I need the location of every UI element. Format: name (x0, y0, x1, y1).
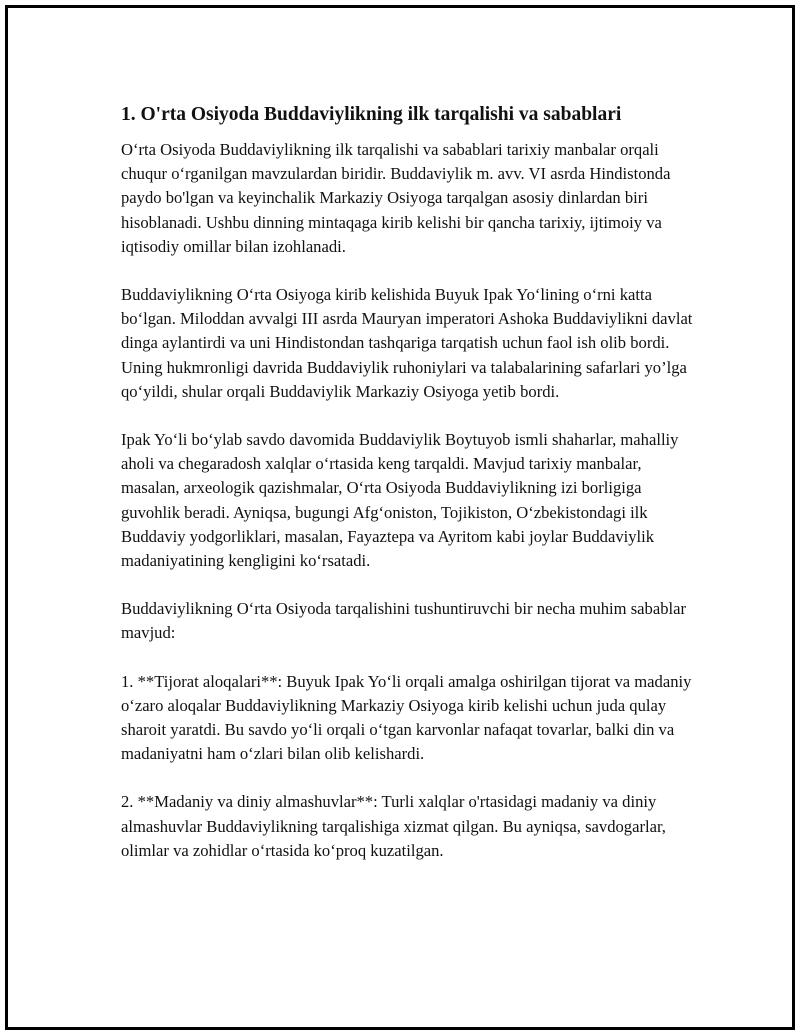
page-frame (5, 5, 795, 1030)
document-body (121, 100, 701, 887)
paragraph-reasons-intro: Buddaviylikning O‘rta Osiyoda tarqalishini tushuntiruvchi bir necha muhim sabablar mavjud: (121, 599, 686, 643)
document-title: 1. O'rta Osiyoda Buddaviylikning ilk tarqalishi va sabablari (121, 104, 622, 125)
paragraph-archaeology: Ipak Yo‘li bo‘ylab savdo davomida Buddaviylik Boytuyob ismli shaharlar, mahalliy aholi va chegaradosh xalqlar o‘rtasida keng tarqaldi. Mavjud tarixiy manbalar, masalan, arxeologik qazishmalar, O‘rta Osiyoda Buddaviylikning izi borligiga guvohlik beradi. Ayniqsa, bugungi Afg‘oniston, Tojikiston, O‘zbekistondagi ilk Buddaviy yodgorliklari, masalan, Fayaztepa va Ayritom kabi joylar Buddaviylik madaniyatining kengligini ko‘rsatadi. (121, 430, 679, 571)
paragraph-intro: O‘rta Osiyoda Buddaviylikning ilk tarqalishi va sabablari tarixiy manbalar orqali chuqur o‘rganilgan mavzulardan biridir. Buddaviylik m. avv. VI asrda Hindistonda paydo bo'lgan va keyinchalik Markaziy Osiyoga tarqalgan asosiy dinlardan biri hisoblanadi. Ushbu dinning mintaqaga kirib kelishi bir qancha tarixiy, ijtimoiy va iqtisodiy omillar bilan izohlanadi. (121, 140, 671, 256)
list-item-cultural-exchange: 2. **Madaniy va diniy almashuvlar**: Turli xalqlar o'rtasidagi madaniy va diniy almashuvlar Buddaviylikning tarqalishiga xizmat qilgan. Bu ayniqsa, savdogarlar, olimlar va zohidlar o‘rtasida ko‘proq kuzatilgan. (121, 792, 666, 860)
paragraph-silk-road: Buddaviylikning O‘rta Osiyoga kirib kelishida Buyuk Ipak Yo‘lining o‘rni katta bo‘lgan. Miloddan avvalgi III asrda Mauryan imperatori Ashoka Buddaviylikni davlat dinga aylantirdi va uni Hindistondan tashqariga tarqatish uchun faol ish olib bordi. Uning hukmronligi davrida Buddaviylik ruhoniylari va talabalarining safarlari yo’lga qo‘yildi, shular orqali Buddaviylik Markaziy Osiyoga yetib bordi. (121, 285, 693, 401)
list-item-trade: 1. **Tijorat aloqalari**: Buyuk Ipak Yo‘li orqali amalga oshirilgan tijorat va madaniy o‘zaro aloqalar Buddaviylikning Markaziy Osiyoga kirib kelishi uchun juda qulay sharoit yaratdi. Bu savdo yo‘li orqali o‘tgan karvonlar nafaqat tovarlar, balki din va madaniyatni ham o‘zlari bilan olib kelishardi. (121, 671, 692, 764)
